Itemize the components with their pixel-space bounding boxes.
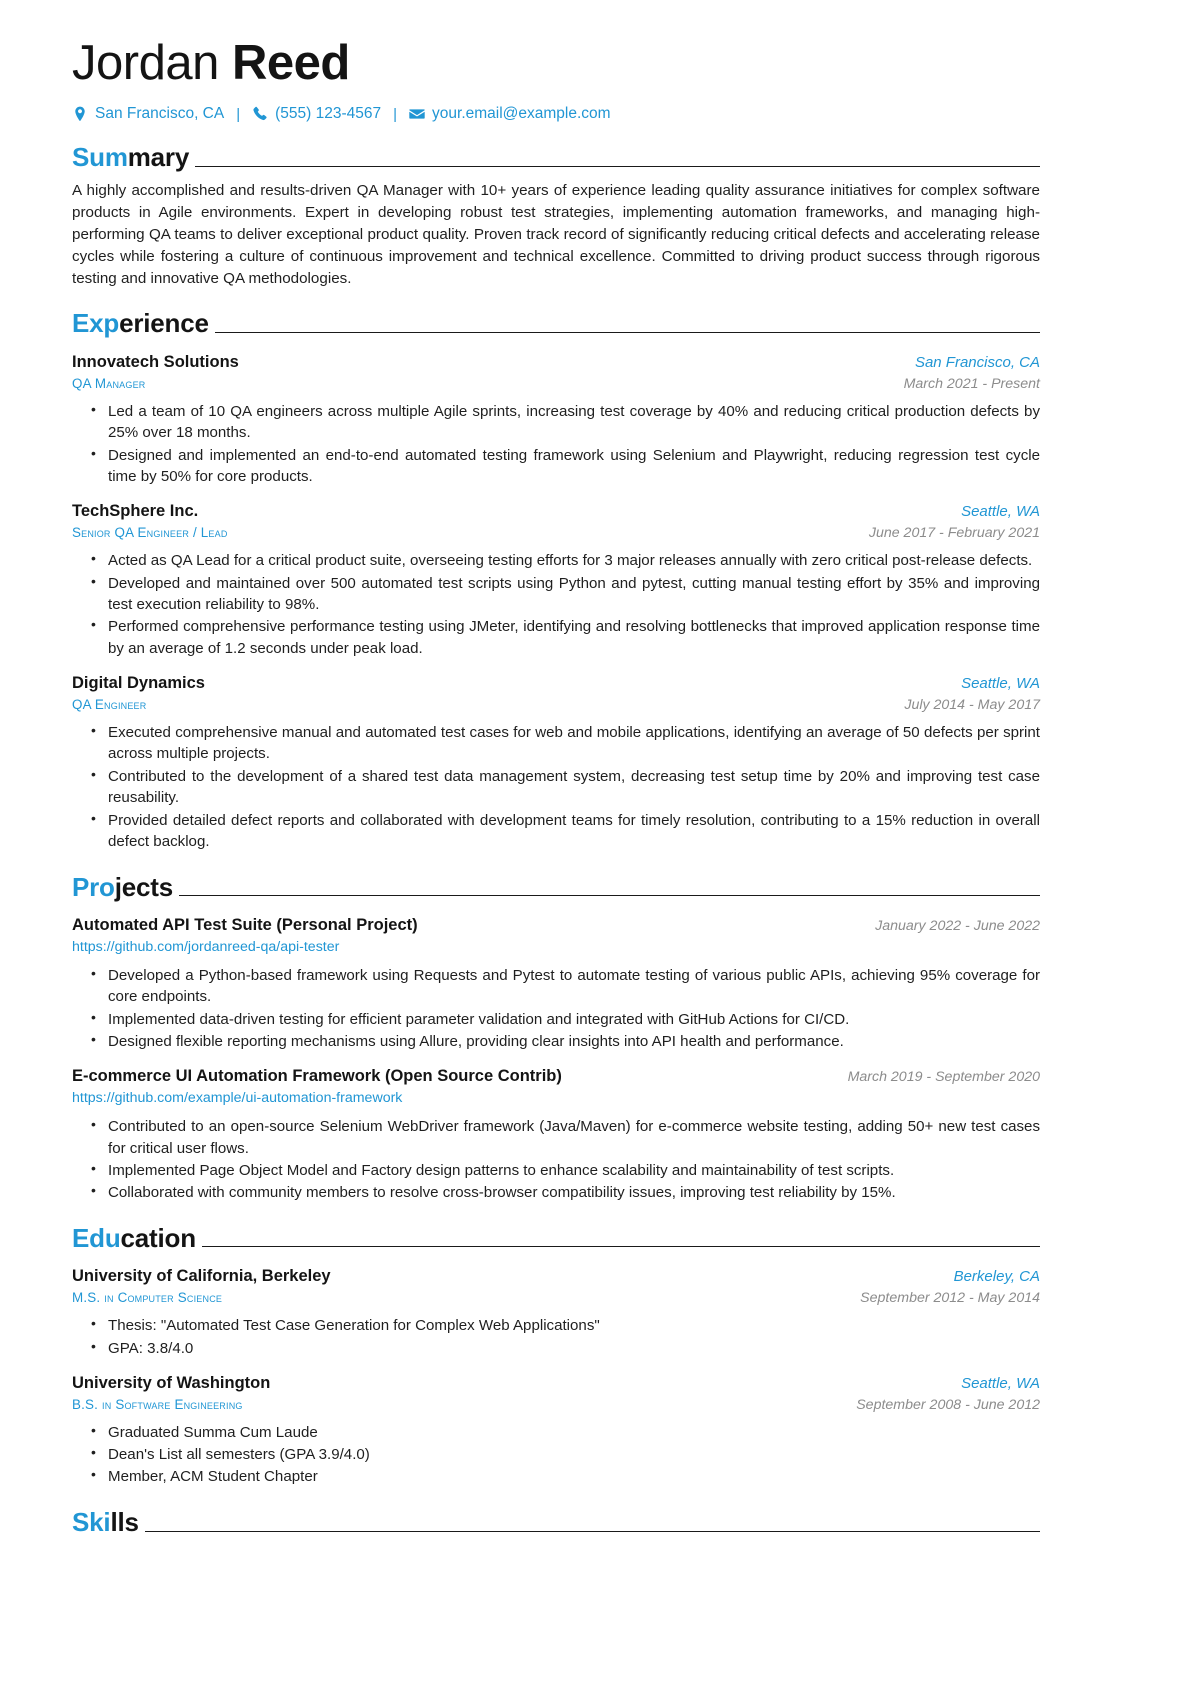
list-item: • Led a team of 10 QA engineers across multiple Agile sprints, increasing test coverage by 40% and reducing critical production defects by 25% over 18 months.	[106, 401, 1040, 444]
entry-header-row	[72, 915, 1040, 936]
entry-dates: March 2021 - Present	[903, 375, 1040, 392]
education-entry	[72, 1373, 1040, 1488]
section-title-highlight: Edu	[72, 1222, 121, 1253]
resume-header	[72, 38, 1040, 123]
list-item: • Designed flexible reporting mechanisms using Allure, providing clear insights into API health and performance.	[106, 1031, 1040, 1052]
list-item: • Performed comprehensive performance testing using JMeter, identifying and resolving bottlenecks that improved application response time by an average of 1.2 seconds under peak load.	[106, 616, 1040, 659]
section-rule	[179, 895, 1040, 896]
list-item: • Graduated Summa Cum Laude	[106, 1422, 1040, 1443]
contact-line	[72, 105, 1040, 123]
list-item: • Executed comprehensive manual and automated test cases for web and mobile applications, identifying an average of 50 defects per sprint across multiple projects.	[106, 722, 1040, 765]
company-name: TechSphere Inc.	[72, 502, 199, 521]
entry-subheader-row	[72, 376, 1040, 392]
page-title	[72, 38, 1040, 89]
entry-subheader-row	[72, 1397, 1040, 1413]
section-experience	[72, 309, 1040, 852]
list-item: • Developed a Python-based framework using Requests and Pytest to automate testing of various public APIs, achieving 95% coverage for core endpoints.	[106, 965, 1040, 1008]
section-rule	[202, 1246, 1040, 1247]
section-education	[72, 1224, 1040, 1488]
section-heading-projects	[72, 873, 1040, 902]
list-item: • Contributed to the development of a shared test data management system, decreasing test setup time by 20% and improving test case reusability.	[106, 766, 1040, 809]
project-entry	[72, 1066, 1040, 1203]
first-name: Jordan	[72, 36, 219, 90]
entry-subheader-row	[72, 525, 1040, 541]
list-item: • Developed and maintained over 500 automated test scripts using Python and pytest, cutting manual testing effort by 35% and improving test execution reliability to 98%.	[106, 573, 1040, 616]
entry-location: Berkeley, CA	[953, 1268, 1040, 1286]
entry-location: Seattle, WA	[961, 675, 1040, 693]
entry-dates: July 2014 - May 2017	[904, 696, 1040, 713]
entry-header-row	[72, 1066, 1040, 1087]
location-pin-icon	[72, 106, 88, 122]
envelope-icon	[409, 106, 425, 122]
entry-location: Seattle, WA	[961, 503, 1040, 521]
list-item: • Designed and implemented an end-to-end automated testing framework using Selenium and Playwright, reducing regression test cycle time by 50% for core products.	[106, 445, 1040, 488]
job-position: QA Manager	[72, 375, 146, 391]
contact-phone[interactable]	[252, 105, 381, 123]
job-position: QA Engineer	[72, 696, 147, 712]
company-name: Innovatech Solutions	[72, 353, 239, 372]
section-rule	[195, 166, 1040, 167]
experience-entry	[72, 352, 1040, 487]
contact-phone-text: (555) 123-4567	[275, 105, 382, 123]
entry-bullets	[72, 401, 1040, 488]
entry-subheader-row	[72, 1290, 1040, 1306]
section-projects	[72, 873, 1040, 1204]
project-url[interactable]: https://github.com/jordanreed-qa/api-tester	[72, 938, 340, 955]
entry-bullets	[72, 965, 1040, 1053]
section-title-highlight: Sum	[72, 142, 128, 173]
list-item: • Thesis: "Automated Test Case Generation for Complex Web Applications"	[106, 1315, 1040, 1336]
entry-header-row	[72, 1373, 1040, 1394]
entry-dates: September 2008 - June 2012	[856, 1396, 1040, 1413]
entry-bullets	[72, 1116, 1040, 1204]
contact-location-text: San Francisco, CA	[95, 105, 225, 123]
entry-header-row	[72, 673, 1040, 694]
section-title-experience	[72, 309, 215, 338]
section-title-highlight: Exp	[72, 308, 120, 339]
list-item: • Provided detailed defect reports and collaborated with development teams for timely resolution, contributing to a 15% reduction in overall defect backlog.	[106, 810, 1040, 853]
entry-header-row	[72, 501, 1040, 522]
entry-bullets	[72, 1422, 1040, 1488]
section-title-rest: lls	[110, 1506, 139, 1537]
entry-bullets	[72, 550, 1040, 659]
list-item: • Collaborated with community members to resolve cross-browser compatibility issues, improving test reliability by 15%.	[106, 1182, 1040, 1203]
last-name: Reed	[231, 36, 350, 90]
list-item: • GPA: 3.8/4.0	[106, 1338, 1040, 1359]
entry-header-row	[72, 1266, 1040, 1287]
section-rule	[145, 1531, 1040, 1532]
entry-location: San Francisco, CA	[914, 354, 1040, 372]
experience-entry	[72, 501, 1040, 659]
education-entry	[72, 1266, 1040, 1359]
section-heading-skills	[72, 1508, 1040, 1537]
degree-name: B.S. in Software Engineering	[72, 1396, 243, 1412]
section-summary	[72, 143, 1040, 289]
entry-subheader-row	[72, 1090, 1040, 1107]
entry-bullets	[72, 722, 1040, 853]
project-name: E-commerce UI Automation Framework (Open Source Contrib)	[72, 1067, 562, 1086]
entry-dates: June 2017 - February 2021	[868, 525, 1040, 542]
section-title-education	[72, 1224, 202, 1253]
list-item: • Implemented data-driven testing for efficient parameter validation and integrated with GitHub Actions for CI/CD.	[106, 1009, 1040, 1030]
entry-dates: January 2022 - June 2022	[875, 918, 1040, 935]
phone-icon	[252, 106, 268, 122]
section-title-rest: erience	[119, 308, 209, 339]
entry-bullets	[72, 1315, 1040, 1359]
section-title-highlight: Pro	[72, 871, 115, 902]
section-title-rest: cation	[120, 1222, 196, 1253]
section-title-rest: mary	[127, 142, 190, 173]
entry-subheader-row	[72, 939, 1040, 956]
entry-location: Seattle, WA	[961, 1374, 1040, 1392]
school-name: University of Washington	[72, 1373, 271, 1392]
contact-email[interactable]	[409, 105, 611, 123]
section-title-projects	[72, 873, 179, 902]
list-item: • Member, ACM Student Chapter	[106, 1466, 1040, 1487]
experience-entry	[72, 673, 1040, 852]
section-heading-experience	[72, 309, 1040, 338]
section-title-highlight: Ski	[72, 1506, 111, 1537]
degree-name: M.S. in Computer Science	[72, 1290, 223, 1306]
list-item: • Dean's List all semesters (GPA 3.9/4.0)	[106, 1444, 1040, 1465]
contact-email-text: your.email@example.com	[432, 105, 611, 123]
section-title-skills	[72, 1508, 145, 1537]
project-name: Automated API Test Suite (Personal Project)	[72, 916, 418, 935]
section-rule	[215, 332, 1040, 333]
contact-separator-2: |	[393, 105, 398, 123]
summary-text: A highly accomplished and results-driven QA Manager with 10+ years of experience leading quality assurance initiatives for complex software products in Agile environments. Expert in developing robust test strategies, implementing automation frameworks, and managing high-performing QA teams to deliver exceptional product quality. Proven track record of significantly reducing critical defects and accelerating release cycles while fostering a culture of continuous improvement and technical excellence. Committed to driving product success through rigorous testing and innovative QA methodologies.	[72, 182, 1040, 287]
entry-dates: March 2019 - September 2020	[847, 1069, 1040, 1086]
contact-location[interactable]	[72, 105, 224, 123]
contact-separator: |	[236, 105, 241, 123]
section-heading-education	[72, 1224, 1040, 1253]
list-item: • Implemented Page Object Model and Factory design patterns to enhance scalability and maintainability of test scripts.	[106, 1160, 1040, 1181]
resume-page	[72, 0, 1040, 1543]
section-heading-summary	[72, 143, 1040, 172]
entry-header-row	[72, 352, 1040, 373]
section-skills	[72, 1508, 1040, 1537]
section-title-rest: jects	[114, 871, 174, 902]
company-name: Digital Dynamics	[72, 674, 205, 693]
entry-subheader-row	[72, 697, 1040, 713]
job-position: Senior QA Engineer / Lead	[72, 525, 228, 541]
section-title-summary	[72, 143, 195, 172]
list-item: • Acted as QA Lead for a critical product suite, overseeing testing efforts for 3 major releases annually with zero critical post-release defects.	[106, 550, 1040, 571]
school-name: University of California, Berkeley	[72, 1267, 331, 1286]
list-item: • Contributed to an open-source Selenium WebDriver framework (Java/Maven) for e-commerce website testing, adding 50+ new test cases for critical user flows.	[106, 1116, 1040, 1159]
entry-dates: September 2012 - May 2014	[860, 1290, 1040, 1307]
project-url[interactable]: https://github.com/example/ui-automation-framework	[72, 1090, 403, 1107]
project-entry	[72, 915, 1040, 1052]
